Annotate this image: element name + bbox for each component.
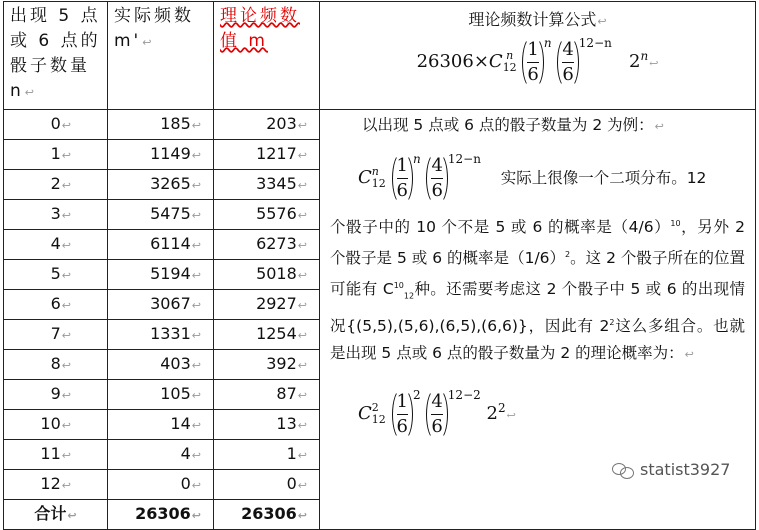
cell-theory: 1217↩ bbox=[214, 140, 320, 170]
cell-actual: 4↩ bbox=[108, 440, 214, 470]
cell-theory: 5576↩ bbox=[214, 200, 320, 230]
header-count: 出现 5 点或 6 点的骰子数量 n↩ bbox=[4, 2, 108, 110]
cell-count: 2↩ bbox=[4, 170, 108, 200]
total-label: 合计↩ bbox=[4, 500, 108, 530]
formula-title: 理论频数计算公式 bbox=[468, 10, 597, 29]
cell-theory: 5018↩ bbox=[214, 260, 320, 290]
cell-theory: 2927↩ bbox=[214, 290, 320, 320]
cell-theory: 3345↩ bbox=[214, 170, 320, 200]
cell-actual: 105↩ bbox=[108, 380, 214, 410]
cell-count: 5↩ bbox=[4, 260, 108, 290]
cell-actual: 5475↩ bbox=[108, 200, 214, 230]
total-theory: 26306↩ bbox=[214, 500, 320, 530]
cell-count: 8↩ bbox=[4, 350, 108, 380]
header-row bbox=[4, 2, 756, 110]
cell-actual: 403↩ bbox=[108, 350, 214, 380]
header-theory: 理论频数值 m bbox=[214, 2, 320, 110]
cell-theory: 203↩ bbox=[214, 110, 320, 140]
document-page bbox=[3, 1, 755, 523]
cell-count: 4↩ bbox=[4, 230, 108, 260]
cell-theory: 13↩ bbox=[214, 410, 320, 440]
cell-count: 10↩ bbox=[4, 410, 108, 440]
cell-count: 7↩ bbox=[4, 320, 108, 350]
explain-intro: 以出现 5 点或 6 点的骰子数量为 2 为例：↩ bbox=[362, 116, 664, 134]
example-formula-2: C 2 12 $\frac{1}{6}$ $^2$ $\frac{4}{6}$ $^{12-2}$ $2^2↩$ bbox=[320, 382, 755, 440]
cell-theory: 1254↩ bbox=[214, 320, 320, 350]
cell-actual: 6114↩ bbox=[108, 230, 214, 260]
cell-actual: 1331↩ bbox=[108, 320, 214, 350]
cell-theory: 6273↩ bbox=[214, 230, 320, 260]
cell-theory: 392↩ bbox=[214, 350, 320, 380]
cell-count: 0↩ bbox=[4, 110, 108, 140]
cell-theory: 0↩ bbox=[214, 470, 320, 500]
cell-actual: 14↩ bbox=[108, 410, 214, 440]
cell-count: 6↩ bbox=[4, 290, 108, 320]
wechat-icon bbox=[612, 461, 634, 479]
cell-actual: 3067↩ bbox=[108, 290, 214, 320]
header-formula: 理论频数计算公式↩ 26306×C n 12 $\frac{1}{6}$ $^n$ $\frac{4}{6}$ $^{12-n}$ 2$^n$↩ bbox=[320, 2, 756, 110]
cell-count: 3↩ bbox=[4, 200, 108, 230]
cell-actual: 1149↩ bbox=[108, 140, 214, 170]
explain-body: 个骰子中的 10 个不是 5 或 6 的概率是$(4/6)^{10}$，另外 2 个骰子是 5 或 6 的概率是$(1/6)^2$。这 2 个骰子所在的位置可能有 $C^{10}_{12}$种。还需要考虑这 2 个骰子中 5 或 6 的出现情况{(5,5),(5,6),(6,5),(6,6)}，因此有 $2^2$这么多组合。也就是出现 5 点或 6 点的骰子数量为 2 的理论概率为：↩ bbox=[330, 217, 746, 363]
explanation-panel bbox=[320, 110, 755, 440]
watermark: statist3927 bbox=[612, 460, 730, 479]
cell-count: 12↩ bbox=[4, 470, 108, 500]
cell-actual: 0↩ bbox=[108, 470, 214, 500]
example-formula-1: C n 12 $\frac{1}{6}$ $^n$ $\frac{4}{6}$ $^{12-n}$ 实际上很像一个二项分布。12 bbox=[320, 146, 755, 204]
cell-actual: 185↩ bbox=[108, 110, 214, 140]
cell-actual: 3265↩ bbox=[108, 170, 214, 200]
cell-theory: 1↩ bbox=[214, 440, 320, 470]
cell-count: 11↩ bbox=[4, 440, 108, 470]
cell-count: 1↩ bbox=[4, 140, 108, 170]
header-actual: 实际频数 m'↩ bbox=[108, 2, 214, 110]
cell-theory: 87↩ bbox=[214, 380, 320, 410]
general-formula: 26306×C n 12 $\frac{1}{6}$ $^n$ $\frac{4}{6}$ $^{12-n}$ 2$^n$↩ bbox=[320, 36, 755, 88]
cell-actual: 5194↩ bbox=[108, 260, 214, 290]
total-actual: 26306↩ bbox=[108, 500, 214, 530]
cell-count: 9↩ bbox=[4, 380, 108, 410]
